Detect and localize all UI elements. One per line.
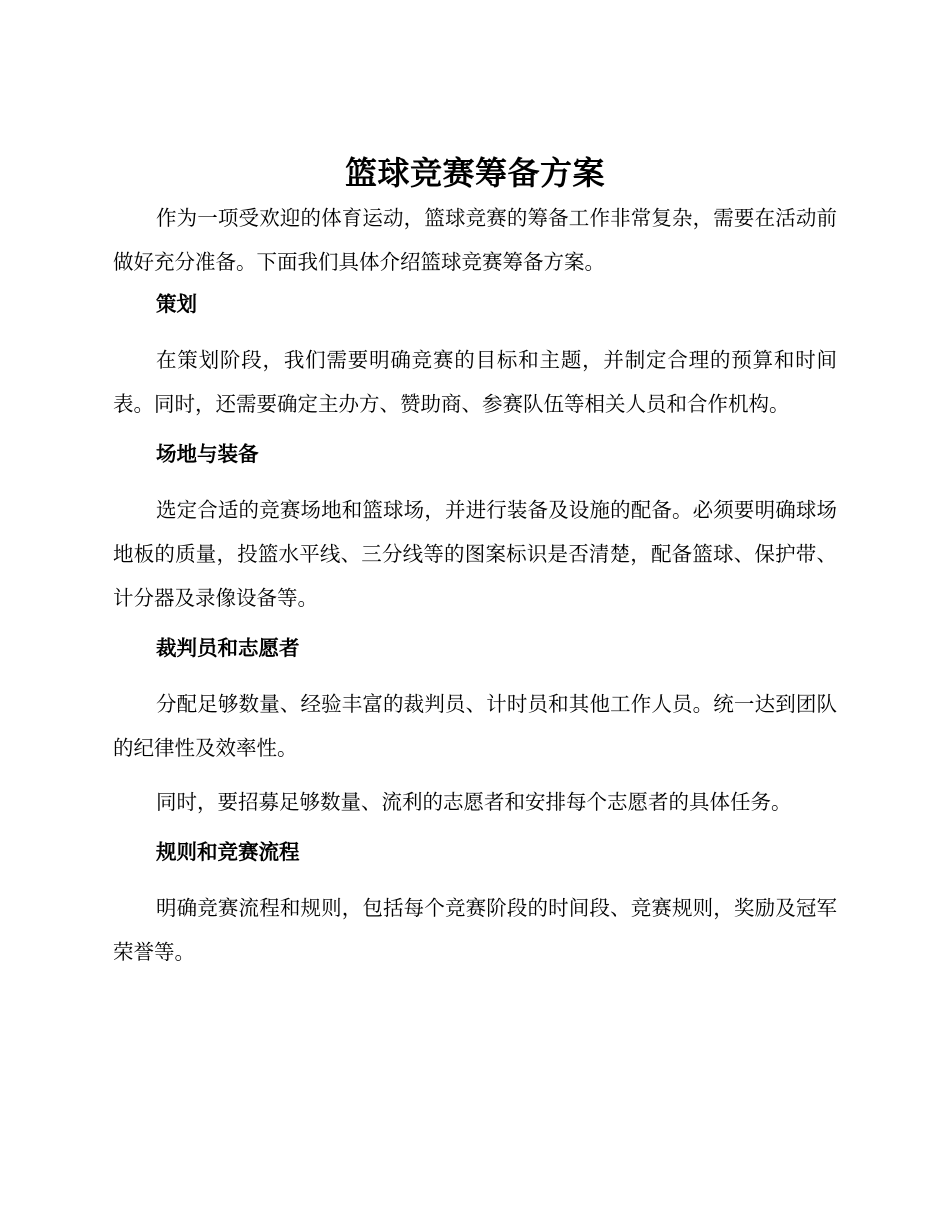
intro-paragraph: 作为一项受欢迎的体育运动，篮球竞赛的筹备工作非常复杂，需要在活动前做好充分准备。下面我们具体介绍篮球竞赛筹备方案。: [113, 206, 837, 274]
document-title: 篮球竞赛筹备方案: [344, 154, 605, 192]
section-heading: 规则和竞赛流程: [156, 840, 300, 864]
section-venue-equipment: [113, 438, 837, 620]
section-heading: 场地与装备: [156, 442, 259, 466]
section-rules-process: [113, 836, 837, 974]
section-paragraph: 在策划阶段，我们需要明确竞赛的目标和主题，并制定合理的预算和时间表。同时，还需要确定主办方、赞助商、参赛队伍等相关人员和合作机构。: [113, 348, 837, 416]
section-paragraph: 分配足够数量、经验丰富的裁判员、计时员和其他工作人员。统一达到团队的纪律性及效率性。: [113, 692, 837, 760]
section-paragraph: 选定合适的竞赛场地和篮球场，并进行装备及设施的配备。必须要明确球场地板的质量，投篮水平线、三分线等的图案标识是否清楚，配备篮球、保护带、计分器及录像设备等。: [113, 498, 837, 610]
section-heading: 策划: [156, 292, 197, 316]
section-planning: [113, 288, 837, 426]
section-heading: 裁判员和志愿者: [156, 636, 300, 660]
section-referees-volunteers: [113, 632, 837, 824]
section-paragraph: 同时，要招募足够数量、流利的志愿者和安排每个志愿者的具体任务。: [156, 790, 792, 814]
section-paragraph: 明确竞赛流程和规则，包括每个竞赛阶段的时间段、竞赛规则，奖励及冠军荣誉等。: [113, 896, 837, 964]
